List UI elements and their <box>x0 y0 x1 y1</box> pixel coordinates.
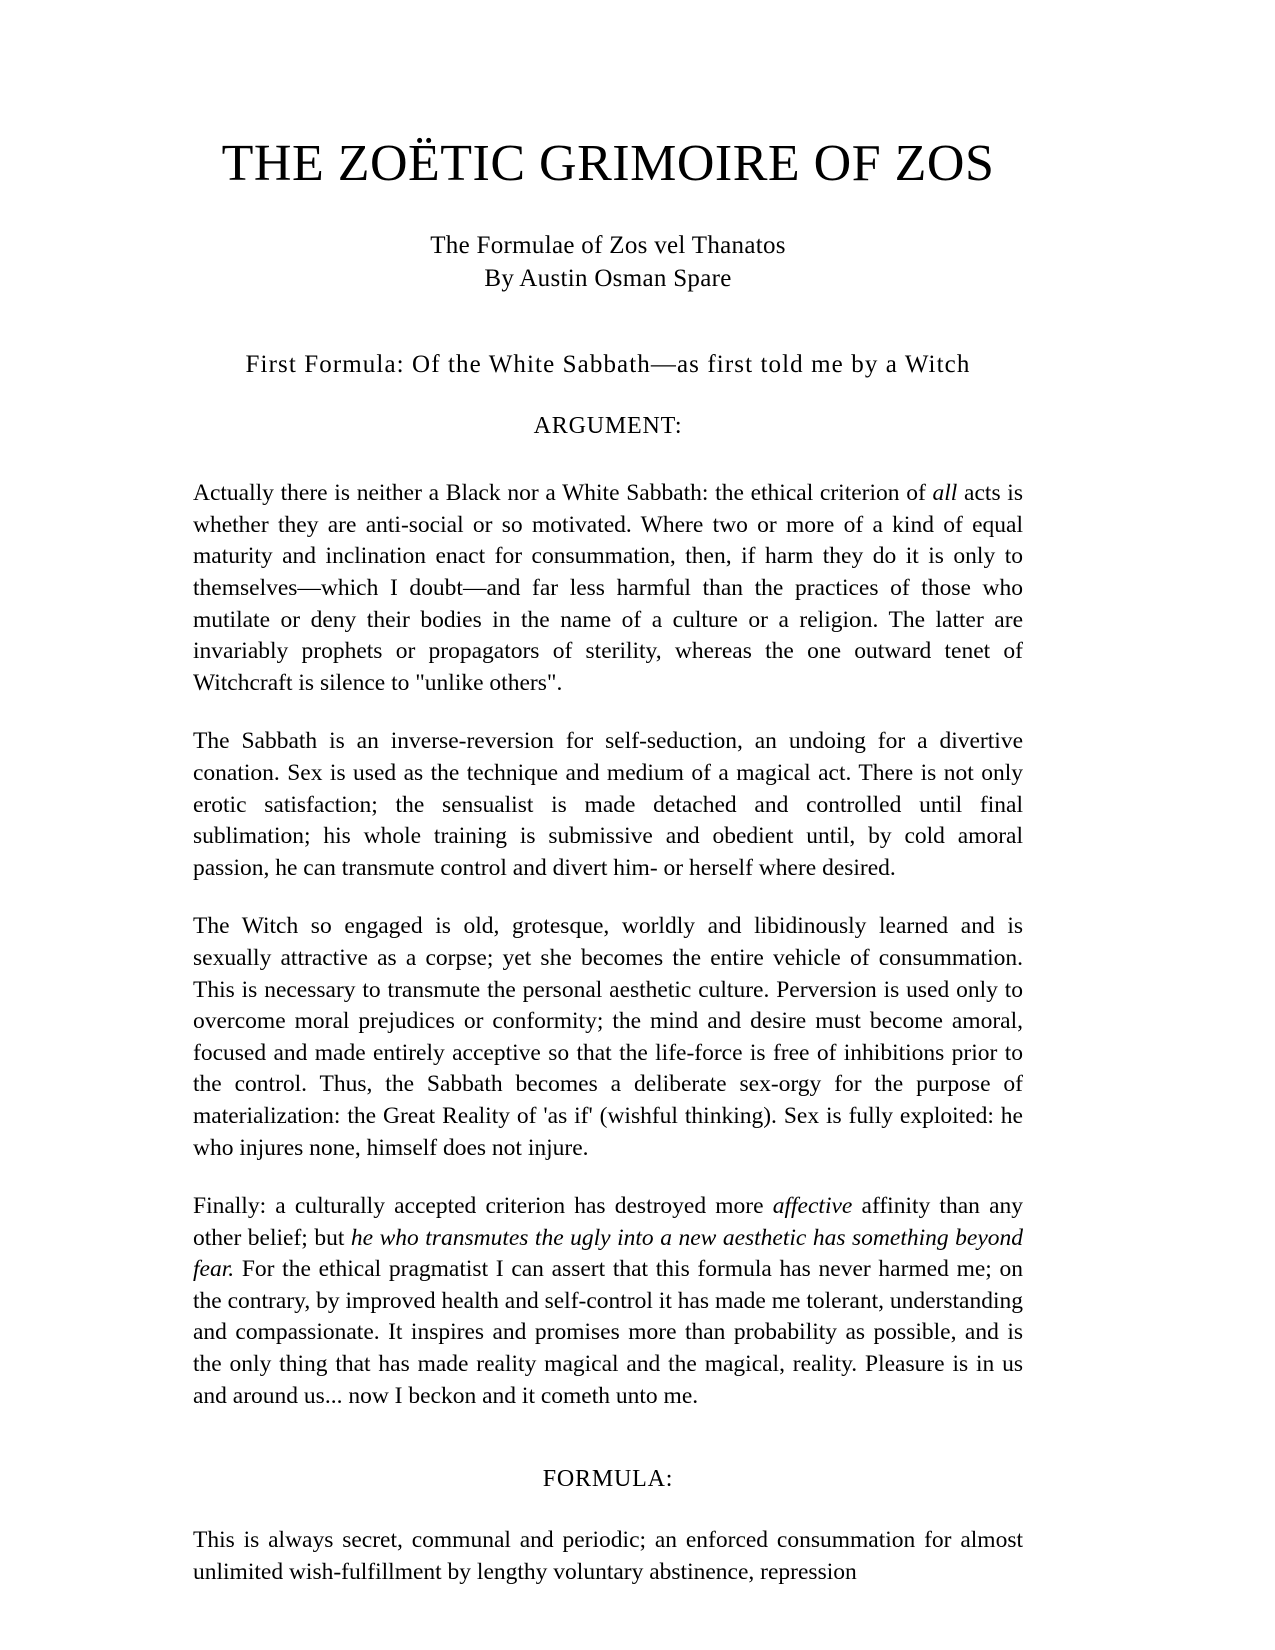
subtitle-block <box>193 229 1023 295</box>
paragraph-argument-4 <box>193 1191 1023 1412</box>
paragraph-text: Actually there is neither a Black nor a White Sabbath: the ethical criterion of <box>193 480 933 507</box>
paragraph-text: acts is whether they are anti-social or so motivated. Where two or more of a kind of equal maturity and inclination enact for consummation, then, if harm they do it is only to themselves—which I doubt—and far less harmful than the practices of those who mutilate or deny their bodies in the name of a culture or a religion. The latter are invariably prophets or propagators of sterility, whereas the one outward tenet of Witchcraft is silence to "unlike others". <box>193 480 1023 696</box>
paragraph-argument-3: The Witch so engaged is old, grotesque, worldly and libidinously learned and is sexually attractive as a corpse; yet she becomes the entire vehicle of consummation. This is necessary to transmute the personal aesthetic culture. Perversion is used only to overcome moral prejudices or conformity; the mind and desire must become amoral, focused and made entirely acceptive so that the life-force is free of inhibitions prior to the control. Thus, the Sabbath becomes a deliberate sex-orgy for the purpose of materialization: the Great Reality of 'as if' (wishful thinking). Sex is fully exploited: he who injures none, himself does not injure. <box>193 913 1023 1161</box>
paragraph-text: Finally: a culturally accepted criterion has destroyed more <box>193 1193 773 1220</box>
first-formula-heading: First Formula: Of the White Sabbath—as first told me by a Witch <box>245 351 971 379</box>
paragraph-text: affinity than any other belief; but <box>193 1193 1023 1251</box>
document-byline: By Austin Osman Spare <box>484 265 732 293</box>
argument-heading: ARGUMENT: <box>533 413 683 440</box>
page-title: THE ZOËTIC GRIMOIRE OF ZOS <box>221 135 995 192</box>
paragraph-text: For the ethical pragmatist I can assert that this formula has never harmed me; on the contrary, by improved health and self-control it has made me tolerant, understanding and compassionate. It inspires and promises more than probability as possible, and is the only thing that has made reality magical and the magical, reality. Pleasure is in us and around us... now I beckon and it cometh unto me. <box>193 1256 1023 1409</box>
paragraph-argument-2: The Sabbath is an inverse-reversion for self-seduction, an undoing for a divertive conation. Sex is used as the technique and medium of a magical act. There is not only erotic satisfaction; the sensualist is made detached and controlled until final sublimation; his whole training is submissive and obedient until, by cold amoral passion, he can transmute control and divert him- or herself where desired. <box>193 728 1023 881</box>
paragraph-argument-1 <box>193 478 1023 699</box>
emphasis-transmutes-phrase: he who transmutes the ugly into a new aesthetic has something beyond fear. <box>193 1224 1024 1283</box>
emphasis-all: all <box>932 480 958 507</box>
paragraph-formula-1: This is always secret, communal and periodic; an enforced consummation for almost unlimited wish-fulfillment by lengthy voluntary abstinence, repression <box>193 1527 1023 1585</box>
document-subtitle: The Formulae of Zos vel Thanatos <box>430 232 786 260</box>
formula-heading: FORMULA: <box>542 1466 674 1493</box>
emphasis-affective: affective <box>772 1193 853 1220</box>
page-content <box>193 0 1023 1588</box>
